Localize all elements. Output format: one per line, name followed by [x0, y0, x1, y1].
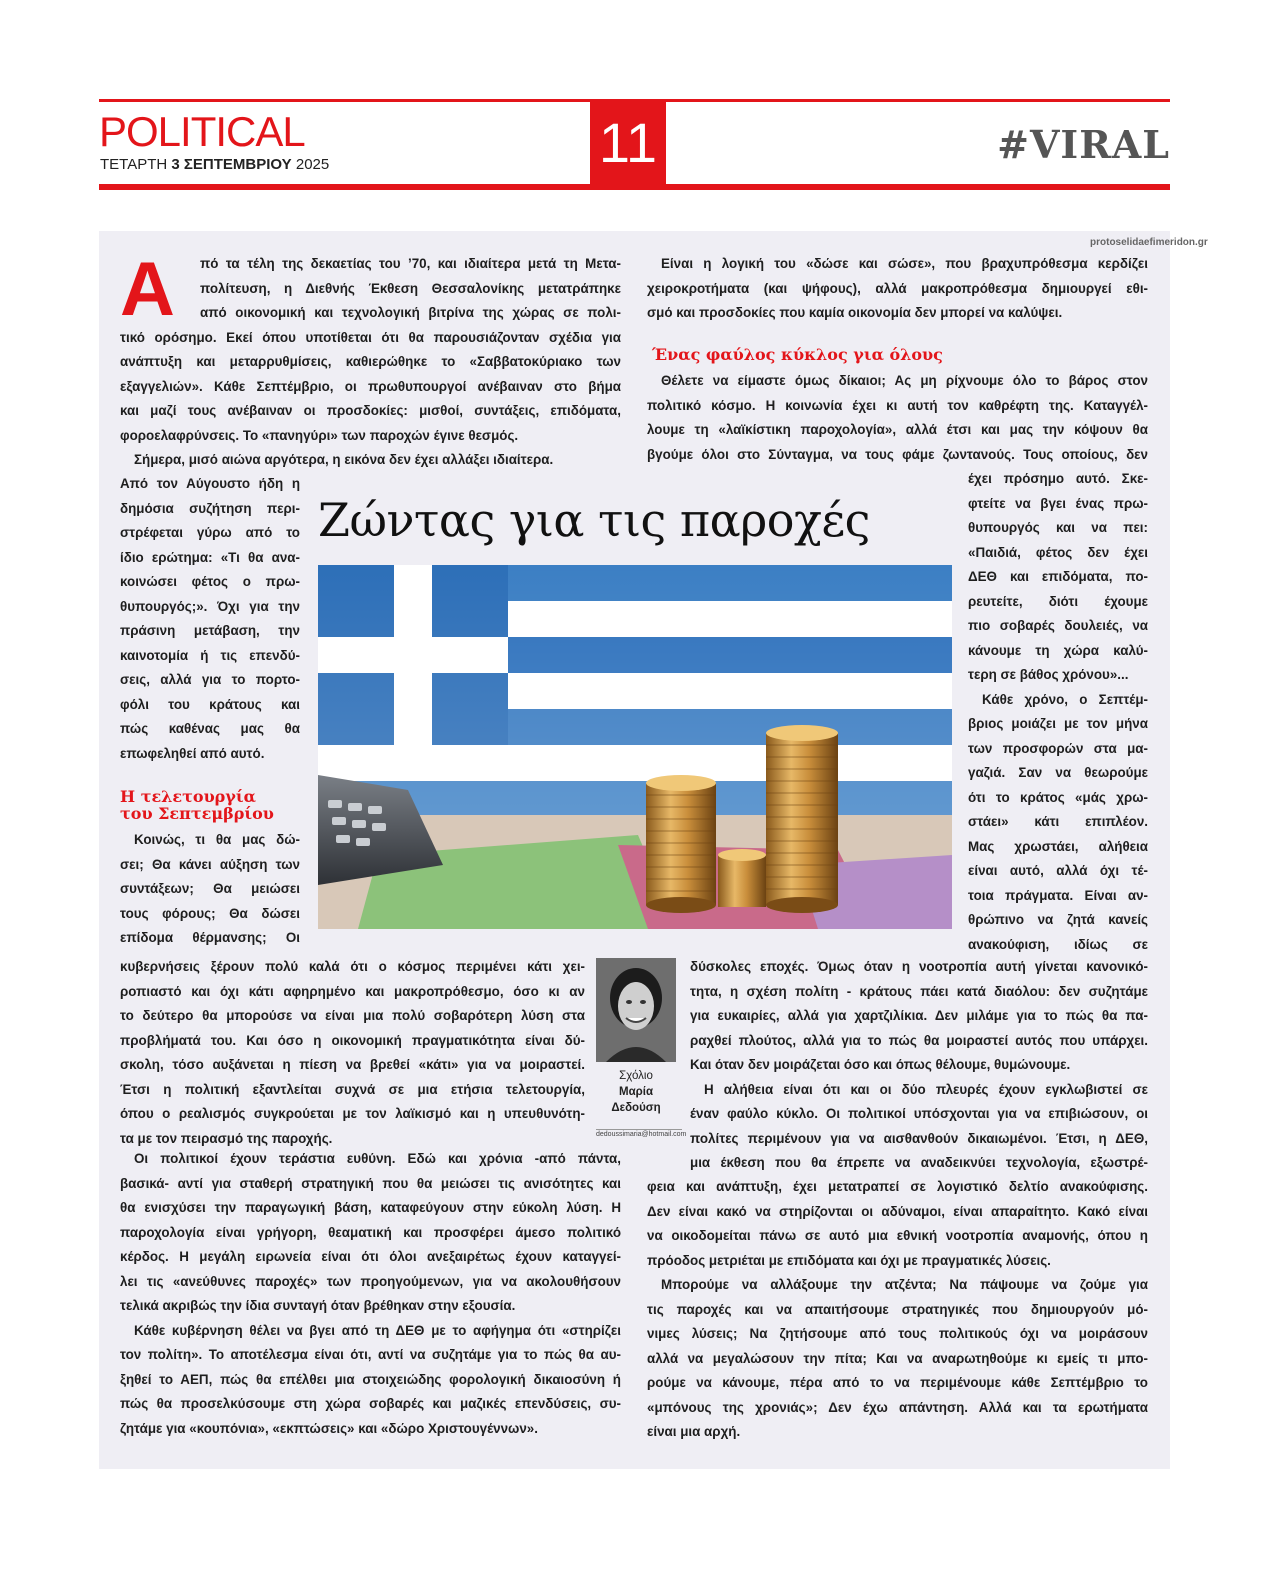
- text-line: βριος μοιάζει με τον μήνα: [968, 716, 1148, 731]
- subhead-ceremony-line1: Η τελετουργία: [120, 787, 256, 806]
- text-line: χειροκροτήματα (και ψήφους), αλλά μακροπρόθεσμα δημιουργεί εθι-: [647, 280, 1148, 296]
- text-line: θυπουργός και να πει:: [968, 520, 1148, 535]
- article-headline: Ζώντας για τις παροχές: [318, 493, 870, 547]
- text-line: ότι το κράτος «μάς χρω-: [968, 789, 1148, 805]
- text-line: θυπουργός;». Όχι για την: [120, 598, 300, 614]
- text-line: ίδιο ερώτημα: «Τι θα ανα-: [120, 549, 300, 565]
- text-line: ξηθεί το ΑΕΠ, πώς θα επέλθει μια στοιχειώδης φορολογική δικαιοσύνη ή: [120, 1371, 621, 1387]
- text-line: Κάθε χρόνο, ο Σεπτέμ-: [982, 691, 1148, 707]
- text-line: ανακούφιση, ιδίως σε: [968, 936, 1148, 952]
- text-line: στρέφεται γύρω από το: [120, 525, 300, 540]
- text-line: πρόοδος μετριέται με επιδόματα και όχι με πραγματικές λύσεις.: [647, 1252, 1051, 1268]
- text-line: σεις, αλλά για το πορτο-: [120, 672, 300, 687]
- text-line: γαζιά. Σαν να θεωρούμε: [968, 765, 1148, 780]
- text-line: Δεν είναι κακό να στηρίζονται οι αδύναμοι, είναι απαραίτητο. Κακό είναι: [647, 1203, 1148, 1219]
- text-line: συντάξεων; Θα μειώσει: [120, 881, 300, 896]
- col1-bottom-2: [120, 1147, 621, 1441]
- text-line: για ευκαιρίες, αλλά για χαρτζιλίκια. Δεν μιλάμε για το πώς θα πα-: [690, 1008, 1148, 1023]
- text-line: τις παροχές και να απαιτήσουμε στρατηγικές που δημιουργούν μό-: [647, 1301, 1148, 1317]
- text-line: τα με τον πειρασμό της παροχής.: [120, 1130, 333, 1146]
- text-line: Από τον Αύγουστο ήδη η: [120, 476, 300, 491]
- byline-label: Σχόλιο: [619, 1070, 653, 1082]
- col1-narrow: [120, 472, 300, 766]
- text-line: όπου ο ρεαλισμός συγκρούεται με τον λαϊκισμό και η υπευθυνότη-: [120, 1106, 585, 1121]
- text-line: ραχθεί πλούτος, αλλά για το πώς θα μοιραστεί αυτός που υπάρχει.: [690, 1032, 1148, 1048]
- text-line: πώς θα προσελκύσουμε στη χώρα σοβαρές και μαζικές επενδύσεις, συ-: [120, 1396, 621, 1411]
- text-line: πολίτευση, η Διεθνής Έκθεση Θεσσαλονίκης μετατράπηκε: [200, 280, 621, 296]
- text-line: πράσινη μετάβαση, την: [120, 623, 300, 638]
- text-line: δύσκολες εποχές. Όμως όταν η νοοτροπία αυτή γίνεται κανονικό-: [690, 959, 1148, 974]
- text-line: «Παιδιά, φέτος δεν έχει: [968, 544, 1148, 560]
- text-line: έναν φαύλο κύκλο. Οι πολιτικοί υπόσχονται για να επιβιώσουν, οι: [690, 1106, 1148, 1121]
- text-line: αλλά να μεγαλώσουν την πίτα; Και να αναρωτηθούμε κι εμείς τι μπο-: [647, 1350, 1148, 1366]
- text-line: Έτσι η πολιτική εξαντλείται συχνά σε μια ετήσια τελετουργία,: [120, 1081, 585, 1097]
- text-line: τον πολίτη». Το αποτέλεσμα είναι ότι, αντί να συζητάμε για το πώς θα αυ-: [120, 1347, 621, 1362]
- text-line: κυβερνήσεις ξέρουν πολύ καλά ότι ο κόσμος περιμένει κάτι χει-: [120, 959, 585, 974]
- text-line: πιο σοβαρές δουλειές, να: [968, 618, 1148, 633]
- text-line: εξαγγελιών». Κάθε Σεπτέμβριο, οι πρωθυπουργοί ανέβαιναν στο βήμα: [120, 378, 621, 394]
- issue-date: [100, 156, 329, 173]
- text-line: φοροελαφρύνσεις. Το «πανηγύρι» των παροχών έγινε θεσμός.: [120, 427, 519, 443]
- text-line: των προσφορών στα μα-: [968, 740, 1148, 756]
- text-line: Είναι η λογική του «δώσε και σώσε», που βραχυπρόθεσμα κερδίζει: [661, 256, 1148, 271]
- issue-date-bold: 3 ΣΕΠΤΕΜΒΡΙΟΥ: [171, 156, 292, 173]
- section-tag: #VIRAL: [997, 122, 1170, 167]
- text-line: ζητάμε για «κουπόνια», «εκπτώσεις» και «δώρο Χριστουγέννων».: [120, 1420, 538, 1436]
- text-line: είναι μια αρχή.: [647, 1424, 741, 1439]
- text-line: μια έκθεση που θα έπρεπε να αναδεικνύει τεχνολογία, εξωστρέ-: [690, 1155, 1148, 1170]
- text-line: το δεύτερο θα μπορούσε να είναι μια πολύ σοβαρότερη λύση στα: [120, 1008, 585, 1023]
- coin-stack-left: [646, 775, 716, 913]
- text-line: Και όταν δεν μοιράζεται όσο και όπως θέλουμε, θυμώνουμε.: [690, 1057, 1071, 1072]
- text-line: βγούμε όλοι στο Σύνταγμα, να τους φάμε ζωντανούς. Τους οποίους, δεν: [647, 446, 1148, 462]
- text-line: πό τα τέλη της δεκαετίας του ’70, και ιδιαίτερα μετά τη Μετα-: [200, 256, 621, 271]
- text-line: φόλι του κράτους και: [120, 696, 300, 712]
- author-byline: [596, 1068, 676, 1116]
- page-number: 11: [590, 99, 666, 190]
- subhead-ceremony: [120, 788, 310, 822]
- issue-day: ΤΕΤΑΡΤΗ: [100, 156, 168, 173]
- text-line: Σήμερα, μισό αιώνα αργότερα, η εικόνα δεν έχει αλλάξει ιδιαίτερα.: [134, 452, 554, 467]
- subhead-ceremony-line2: του Σεπτεμβρίου: [120, 804, 274, 823]
- text-line: θα ενισχύσει την παραγωγική βάση, καταφεύγουν στην εύκολη λύση. Η: [120, 1200, 621, 1215]
- text-line: να οικοδομείται πάνω σε αυτό μια εθνική νοοτροπία αναμονής, όπου η: [647, 1228, 1148, 1243]
- issue-year: 2025: [295, 156, 330, 173]
- text-line: επωφεληθεί από αυτό.: [120, 745, 265, 761]
- coin-stack-right: [766, 725, 838, 913]
- text-line: βασικά- αντί για σταθερή στρατηγική που θα μειώσει τις ανισότητες και: [120, 1175, 621, 1191]
- text-line: Θέλετε να είμαστε όμως δίκαιοι; Ας μη ρίχνουμε όλο το βάρος στον: [661, 373, 1148, 388]
- author-email: dedoussimaria@hotmail.com: [596, 1131, 687, 1138]
- text-line: Η αλήθεια είναι ότι και οι δύο πλευρές έχουν εγκλωβιστεί σε: [704, 1081, 1148, 1097]
- col2-mid: [647, 369, 1148, 467]
- text-line: «μπόνους της χρονιάς»; Δεν έχω απάντηση. Αλλά και τα ερωτήματα: [647, 1399, 1148, 1415]
- header-bottom-rule: [99, 184, 1170, 190]
- col1-bottom-1: [120, 955, 585, 1151]
- section-title: POLITICAL: [99, 108, 305, 155]
- text-line: σει; Θα κάνει αύξηση των: [120, 856, 300, 872]
- col2-narrow: [968, 467, 1148, 957]
- col2-mid-2: [690, 955, 1148, 1176]
- text-line: καινοτομία ή τις επενδύ-: [120, 647, 300, 663]
- text-line: σμό και προσδοκίες που καμία οικονομία δεν μπορεί να καλύψει.: [647, 305, 1063, 320]
- text-line: προβλήματά του. Και όσο η οικονομική πραγματικότητα είναι δύ-: [120, 1032, 585, 1048]
- col2-bottom: [647, 1175, 1148, 1445]
- text-line: έχει πρόσημο αυτό. Σκε-: [968, 471, 1148, 486]
- text-line: Κάθε κυβέρνηση θέλει να βγει από τη ΔΕΘ με το αφήγημα ότι «στηρίζει: [134, 1322, 621, 1338]
- text-line: λει τις «ανεύθυνες παροχές» των προηγούμενων, για να ακολουθήσουν: [120, 1273, 621, 1289]
- author-last-name: Δεδούση: [611, 1102, 661, 1114]
- flag-coins-illustration: [318, 565, 952, 929]
- text-line: στάει» κάτι επιπλέον.: [968, 814, 1148, 829]
- author-photo-illustration: [596, 958, 676, 1062]
- text-line: ρευτείτε, διότι έχουμε: [968, 593, 1148, 609]
- text-line: Κοινώς, τι θα μας δώ-: [134, 832, 300, 847]
- text-line: τους φόρους; Θα δώσει: [120, 905, 300, 921]
- text-line: ΔΕΘ και επιδόματα, πο-: [968, 569, 1148, 584]
- col2-top: [647, 252, 1148, 326]
- text-line: φεια και ανάπτυξη, έχει μετατραπεί σε λογιστικό δελτίο ανακούφισης.: [647, 1179, 1148, 1194]
- watermark: protoselidaefimeridon.gr: [1090, 237, 1208, 248]
- col1-narrow-2: [120, 828, 300, 951]
- text-line: τοια πράγματα. Είναι αν-: [968, 887, 1148, 903]
- text-line: λουμε τη «λαϊκίστικη παροχολογία», αλλά έτσι και μας την κόψουν θα: [647, 422, 1148, 437]
- text-line: πολιτικό κόσμο. Η κοινωνία έχει κι αυτή τον καθρέφτη της. Καταγγέλ-: [647, 397, 1148, 413]
- text-line: τελικά ακριβώς την ίδια συνταγή όταν βρέθηκαν στην εξουσία.: [120, 1298, 516, 1313]
- text-line: είναι αυτό, αλλά όχι τέ-: [968, 863, 1148, 878]
- text-line: πώς καθένας μας θα: [120, 721, 300, 736]
- text-line: φτείτε να βγει ένας πρω-: [968, 495, 1148, 511]
- text-line: παροχολογία είναι γρήγορη, θεαματική και προσφέρει άμεσο πολιτικό: [120, 1224, 621, 1240]
- author-portrait: [596, 958, 676, 1062]
- col1-top: [120, 247, 621, 473]
- subhead-vicious-circle: Ένας φαύλος κύκλος για όλους: [652, 345, 943, 364]
- article-photo: [318, 565, 952, 929]
- text-line: τητα, η σχέση πολίτη - κράτους πάει κατά διαόλου: δεν συζητάμε: [690, 983, 1148, 999]
- coin-stack-small: [718, 849, 766, 907]
- text-line: Μας χρωστάει, αλήθεια: [968, 838, 1148, 854]
- text-line: θρώπινο να ζητά κανείς: [968, 912, 1148, 927]
- text-line: κάνουμε τη χώρα καλύ-: [968, 642, 1148, 658]
- author-first-name: Μαρία: [618, 1086, 654, 1098]
- text-line: τικό ορόσημο. Εκεί όπου υποτίθεται ότι θα παρουσιάζονταν σχέδια για: [120, 329, 621, 345]
- text-line: από οικονομική και τεχνολογική βιτρίνα της χώρας σε πολι-: [200, 305, 621, 320]
- text-line: πολίτες περιμένουν για να αισθανθούν δικαιωμένοι. Έτσι, η ΔΕΘ,: [690, 1130, 1148, 1146]
- text-line: τερη σε βάθος χρόνου»...: [968, 667, 1129, 682]
- text-line: κέρδος. Η μεγάλη ειρωνεία είναι ότι όλοι ανεξαιρέτως έχουν καταγγεί-: [120, 1249, 621, 1264]
- text-line: σκολη, τόσο αυξάνεται η πίεση να βρεθεί «κάτι» για να μοιραστεί.: [120, 1057, 585, 1072]
- text-line: Οι πολιτικοί έχουν τεράστια ευθύνη. Εδώ και χρόνια -από πάντα,: [134, 1151, 621, 1166]
- text-line: ρούμε να κάνουμε, πέρα από το να περιμένουμε κάθε Σεπτέμβριο το: [647, 1375, 1148, 1390]
- text-line: και μαζί τους ανέβαιναν οι προσδοκίες: μισθοί, συντάξεις, επιδόματα,: [120, 403, 621, 418]
- text-line: δημόσια συζήτηση περι-: [120, 500, 300, 516]
- text-line: ανάπτυξη και μεταρρυθμίσεις, καθιερώθηκε το «Σαββατοκύριακο των: [120, 354, 621, 369]
- text-line: Μπορούμε να αλλάξουμε την ατζέντα; Να πάψουμε να ζούμε για: [661, 1277, 1148, 1292]
- text-line: ροπιαστό και όχι κάτι αφηρημένο και μακροπρόθεσμο, όσο κι αν: [120, 983, 585, 999]
- text-line: νιμες λύσεις; Να ζητήσουμε από τους πολιτικούς όχι να μοιράσουν: [647, 1326, 1148, 1341]
- text-line: επίδομα θέρμανσης; Οι: [120, 930, 300, 945]
- text-line: κοινώσει φέτος ο πρω-: [120, 574, 300, 589]
- drop-cap: Α: [120, 247, 175, 332]
